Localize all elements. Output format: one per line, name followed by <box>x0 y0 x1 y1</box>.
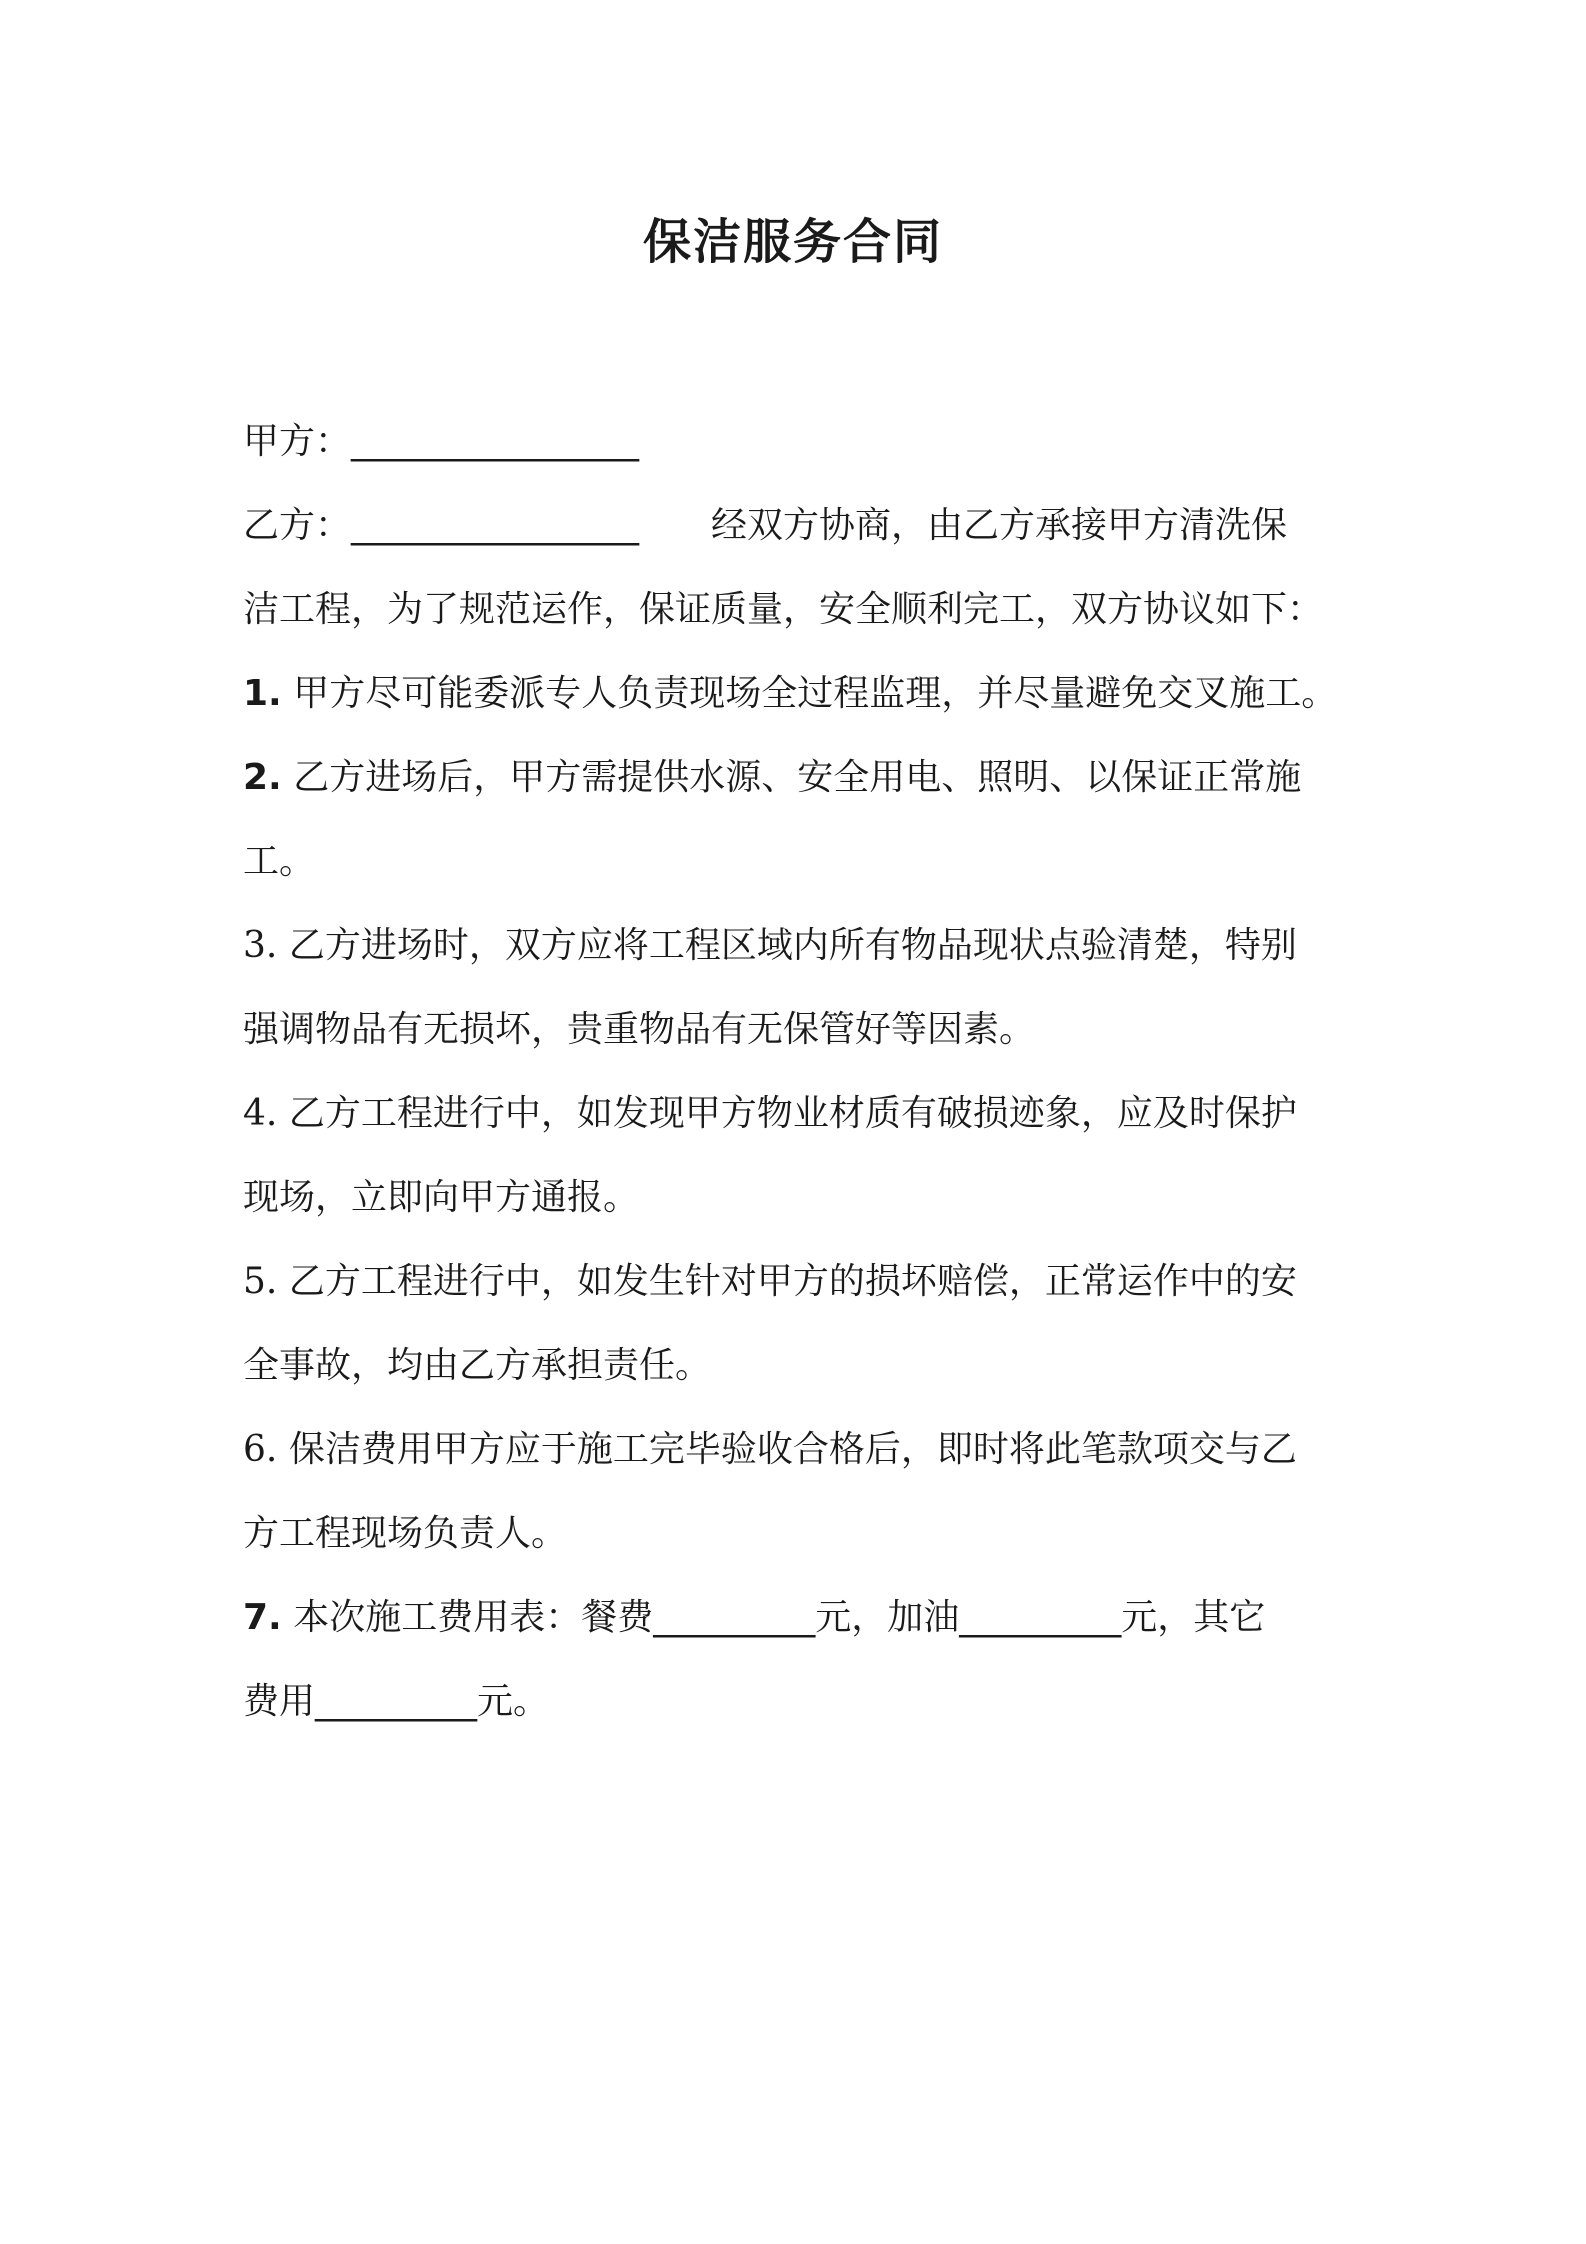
clause-7-line-2: 费用_________元。 <box>243 1681 550 1722</box>
party-b-line <box>243 484 1383 568</box>
party-a-line: 甲方：________________ <box>243 421 640 462</box>
clause-2-line-1 <box>243 736 1383 820</box>
page-title: 保洁服务合同 <box>642 214 943 270</box>
clause-text: 保洁费用甲方应于施工完毕验收合格后，即时将此笔款项交与乙 <box>288 1429 1297 1470</box>
clause-number: 4. <box>243 1093 278 1134</box>
clause-3-line-1 <box>243 904 1383 988</box>
clause-number: 3. <box>243 925 278 966</box>
clause-text: 甲方尽可能委派专人负责现场全过程监理，并尽量避免交叉施工。 <box>293 673 1338 714</box>
clause-number: 2. <box>243 757 282 798</box>
intro-line-2: 洁工程，为了规范运作，保证质量，安全顺利完工，双方协议如下： <box>243 589 1324 630</box>
clause-number: 5. <box>243 1261 278 1302</box>
clause-5-line-2: 全事故，均由乙方承担责任。 <box>243 1345 712 1386</box>
clause-1-line-1 <box>243 652 1383 736</box>
clause-number: 1. <box>243 673 282 714</box>
clause-4-line-1 <box>243 1072 1383 1156</box>
clause-text: 本次施工费用表：餐费_________元，加油_________元，其它 <box>293 1597 1266 1638</box>
clause-text: 乙方工程进行中，如发现甲方物业材质有破损迹象，应及时保护 <box>288 1093 1297 1134</box>
clause-text: 乙方进场时，双方应将工程区域内所有物品现状点验清楚，特别 <box>288 925 1297 966</box>
clause-6-line-2: 方工程现场负责人。 <box>243 1513 568 1554</box>
intro-text-1: 经双方协商，由乙方承接甲方清洗保 <box>711 505 1288 546</box>
clause-5-line-1 <box>243 1240 1383 1324</box>
clause-3-line-2: 强调物品有无损坏，贵重物品有无保管好等因素。 <box>243 1009 1036 1050</box>
clause-7-line-1 <box>243 1576 1383 1660</box>
clause-2-line-2: 工。 <box>243 841 316 882</box>
clause-text: 乙方进场后，甲方需提供水源、安全用电、照明、以保证正常施 <box>293 757 1302 798</box>
clause-4-line-2: 现场，立即向甲方通报。 <box>243 1177 640 1218</box>
clause-number: 7. <box>243 1597 282 1638</box>
clause-text: 乙方工程进行中，如发生针对甲方的损坏赔偿，正常运作中的安 <box>288 1261 1297 1302</box>
contract-body <box>243 400 1383 1744</box>
clause-6-line-1 <box>243 1408 1383 1492</box>
party-b-label: 乙方：________________ <box>243 505 640 546</box>
clause-number: 6. <box>243 1429 278 1470</box>
